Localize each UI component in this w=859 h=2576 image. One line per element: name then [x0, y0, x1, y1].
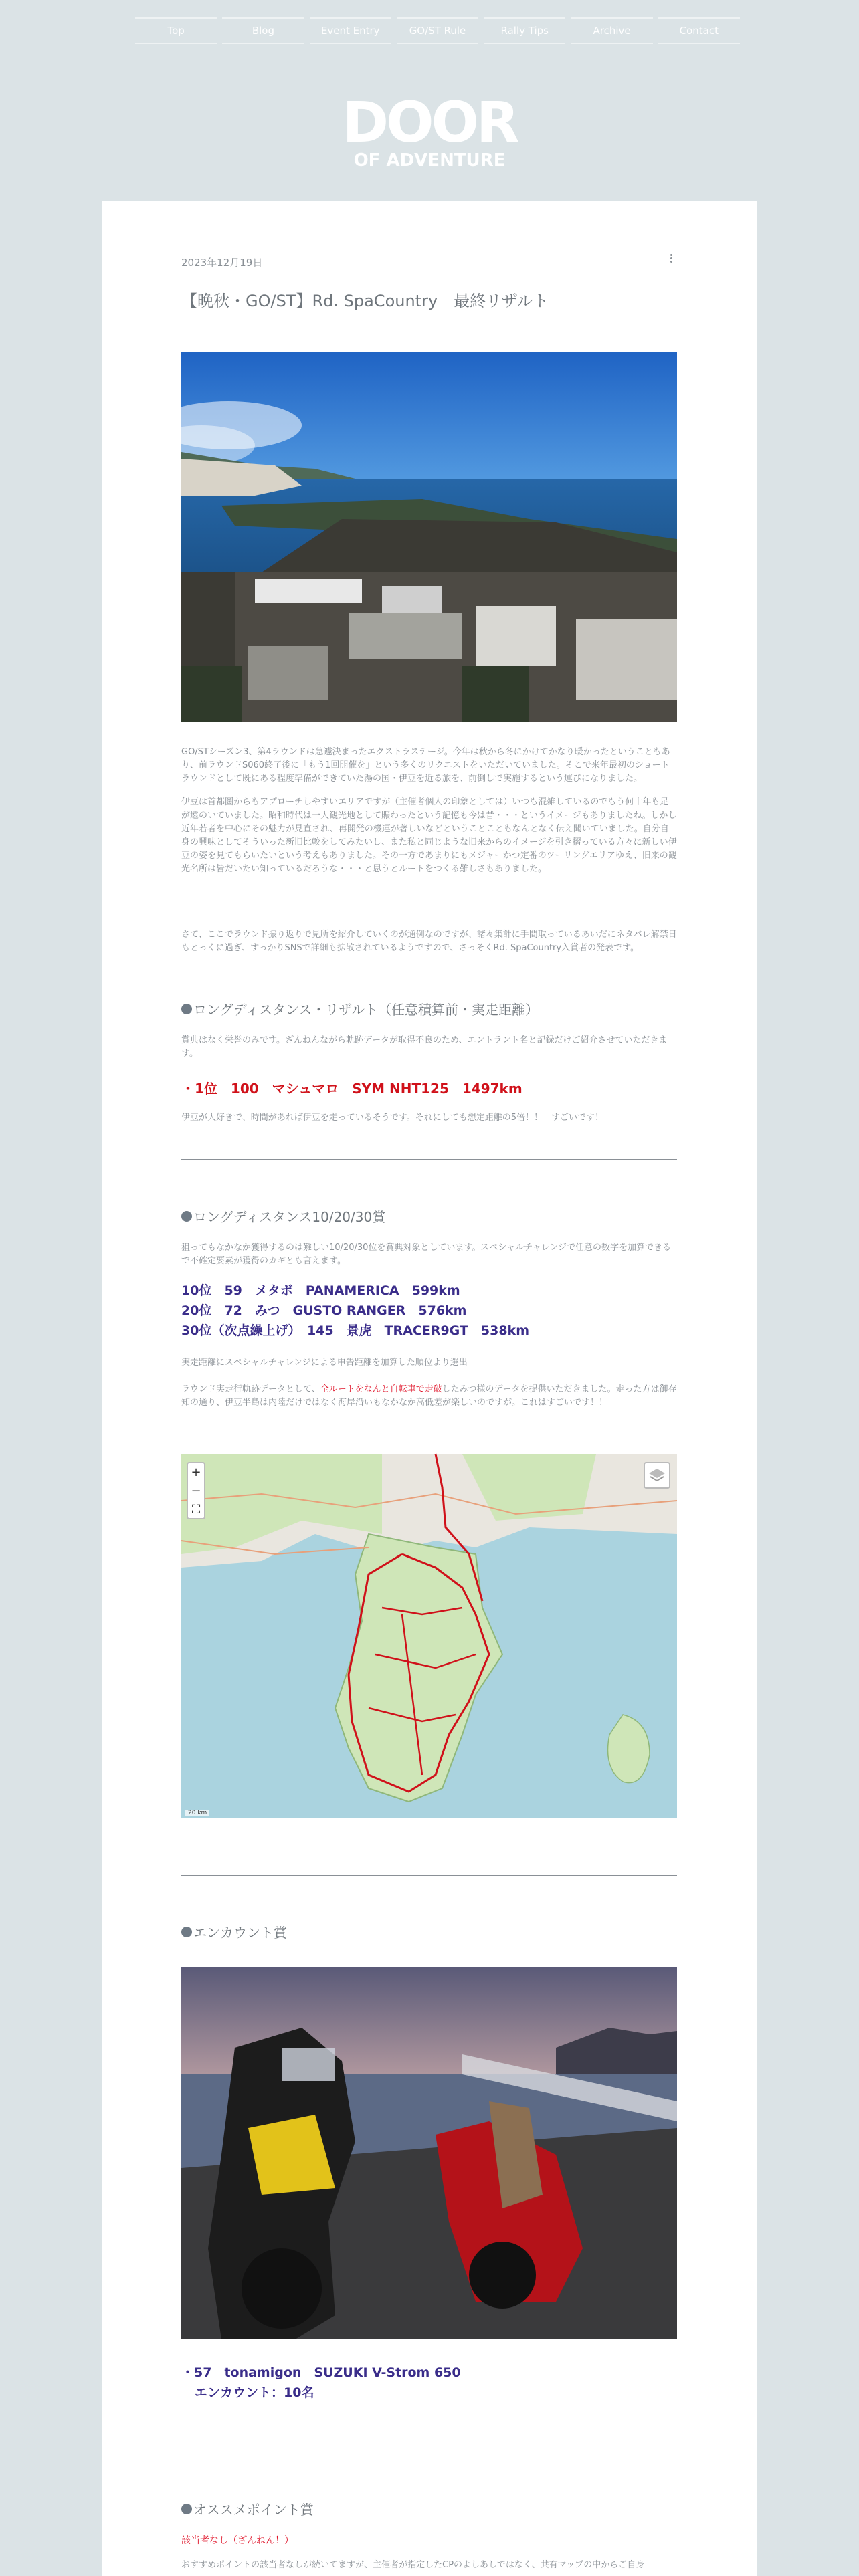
nav-event-entry[interactable]: Event Entry [310, 17, 391, 44]
long-distance-heading: ロングディスタンス・リザルト（任意積算前・実走距離） [181, 999, 677, 1018]
recommend-heading: オススメポイント賞 [181, 2499, 677, 2518]
map-layers-button[interactable] [644, 1462, 670, 1489]
intro-paragraph-2: 伊豆は首都圏からもアプローチしやすいエリアですが（主催者個人の印象としては）いつも混雑しているのでもう何十年も足が遠のいていました。昭和時代は一大観光地として賑わったという記憶も今は昔・・・というイメージもありましたね。しかし近年若者を中心にその魅力が見直され、再開発の機運が著しいなどということこともなんとなく伝え聞いていました。自分自身の興味としてそういった新旧比較をしてみたいし、また私と同じような旧来からのイメージを引き摺っている方々に新しい伊豆の姿を見てもらいたいという考えもありました。その一方であまりにもメジャーかつ定番のツーリングエリアゆえ、旧来の観光名所は皆だいたい知っているだろうな・・・と思うとルートをつくる難しさもありました。 [181, 797, 677, 874]
bullet-icon [181, 1211, 192, 1222]
long-distance-comment: 伊豆が大好きで、時間があれば伊豆を走っているそうです。それにしても想定距離の5倍！！ すごいです！ [181, 1113, 603, 1123]
route-map[interactable] [181, 1454, 677, 1818]
encount-winner: ・57 tonamigon SUZUKI V-Strom 650 [181, 2365, 461, 2380]
bullet-icon [181, 1004, 192, 1014]
map-scale: 20 km [185, 1810, 209, 1816]
prize-note-2: 実走距離にスペシャルチャレンジによる申告距離を加算した順位より選出 [181, 1358, 468, 1368]
svg-text:OF ADVENTURE: OF ADVENTURE [353, 150, 506, 171]
zoom-in-button[interactable]: + [191, 1465, 201, 1479]
long-distance-note: 賞典はなく栄誉のみです。ざんねんながら軌跡データが取得不良のため、エントラント名と記録だけご紹介させていただきます。 [181, 1035, 668, 1059]
encount-count: エンカウント：10名 [195, 2385, 314, 2400]
intro-paragraph-3: さて、ここでラウンド振り返りで見所を紹介していくのが通例なのですが、諸々集計に手間取っているあいだにネタバレ解禁日もとっくに過ぎ、すっかりSNSで詳細も拡散されているようですので、さっそくRd. SpaCountry入賞者の発表です。 [181, 930, 677, 953]
top-nav [132, 17, 743, 44]
site-logo[interactable] [342, 87, 517, 173]
motorcycles-photo [181, 1967, 677, 2339]
nav-rally-tips[interactable]: Rally Tips [484, 17, 565, 44]
route-paragraph: ラウンド実走行軌跡データとして、全ルートをなんと自転車で走破したみつ様のデータを提供いただきました。走った方は御存知の通り、伊豆半島は内陸だけではなく海岸沿いもなかなか高低差が楽しいのですが。これはすごいです！！ [181, 1384, 677, 1408]
recommend-note: おすすめポイントの該当者なしが続いてますが、主催者が指定したCPのよしあしではなく、共有マップの中からご自身 [181, 2560, 645, 2570]
map-zoom-controls [187, 1462, 205, 1519]
post-date: 2023年12月19日 [181, 257, 263, 269]
prize-10-20-30-heading: ロングディスタンス10/20/30賞 [181, 1206, 677, 1226]
nav-contact[interactable]: Contact [658, 17, 740, 44]
recommend-none: 該当者なし（ざんねん！） [181, 2535, 294, 2546]
bullet-icon [181, 2504, 192, 2514]
blog-post-card [102, 201, 757, 2576]
svg-text:DOOR: DOOR [342, 90, 517, 155]
zoom-out-button[interactable]: − [191, 1484, 201, 1498]
prize-rank-30: 30位（次点繰上げ） 145 景虎 TRACER9GT 538km [181, 1323, 529, 1338]
layers-icon [645, 1463, 669, 1487]
intro-paragraph-1: GO/STシーズン3、第4ラウンドは急遽決まったエクストラステージ。今年は秋から冬にかけてかなり暖かったということもあり、前ラウンドS060終了後に「もう1回開催を」という多くのリクエストをいただいていました。そこで来年最初のショートラウンドとして既にある程度準備ができていた湯の国・伊豆を近る旅を、前倒しで実施するという運びになりました。 [181, 747, 670, 784]
prize-rank-10: 10位 59 メタボ PANAMERICA 599km [181, 1283, 460, 1298]
bullet-icon [181, 1927, 192, 1937]
atami-harbor-photo [181, 352, 677, 722]
nav-blog[interactable]: Blog [222, 17, 304, 44]
more-options-icon[interactable] [666, 253, 676, 267]
nav-gost-rule[interactable]: GO/ST Rule [397, 17, 478, 44]
fullscreen-button[interactable]: ⛶ [191, 1503, 201, 1517]
divider [181, 1875, 677, 1876]
long-distance-winner: ・1位 100 マシュマロ SYM NHT125 1497km [181, 1081, 522, 1097]
route-highlight: 全ルートをなんと自転車で走破 [320, 1384, 442, 1394]
encount-heading: エンカウント賞 [181, 1922, 677, 1941]
prize-note: 狙ってもなかなか獲得するのは難しい10/20/30位を賞典対象としています。スペシャルチャレンジで任意の数字を加算できるで不確定要素が獲得のカギとも言えます。 [181, 1243, 672, 1266]
divider [181, 1159, 677, 1160]
prize-rank-20: 20位 72 みつ GUSTO RANGER 576km [181, 1303, 467, 1318]
nav-top[interactable]: Top [135, 17, 217, 44]
nav-archive[interactable]: Archive [571, 17, 652, 44]
post-title: 【晩秋・GO/ST】Rd. SpaCountry 最終リザルト [181, 292, 549, 310]
